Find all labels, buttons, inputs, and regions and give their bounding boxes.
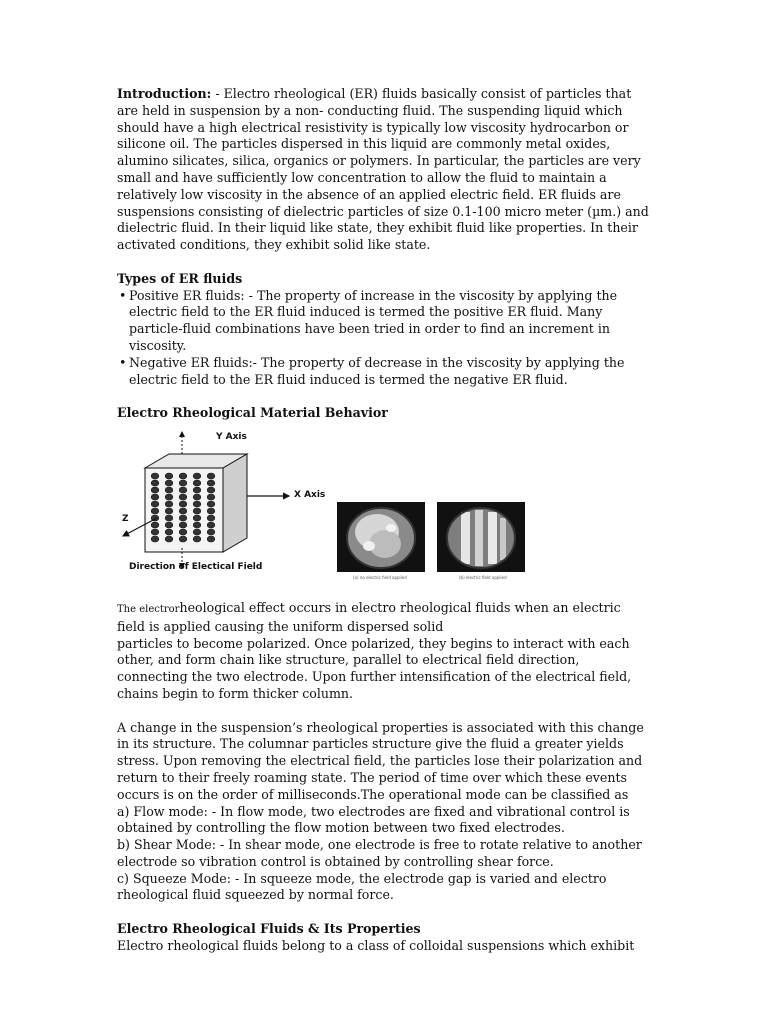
types-heading: Types of ER fluids	[117, 270, 243, 286]
behavior-p1-lead: The electror	[117, 603, 180, 615]
photo-no-field	[337, 502, 425, 572]
z-axis-label: Z	[122, 513, 129, 524]
intro-label: Introduction:	[117, 86, 212, 101]
field-direction-label: Direction of Electical Field	[129, 561, 263, 572]
behavior-heading: Electro Rheological Material Behavior	[117, 405, 388, 421]
behavior-paragraph-1	[117, 600, 652, 636]
caption-field-applied: (b) electric field applied	[459, 574, 507, 580]
properties-paragraph: Electro rheological fluids belong to a class of colloidal suspensions which exhibit	[117, 937, 635, 953]
er-figure	[117, 426, 652, 586]
photo-no-field-image	[337, 502, 425, 572]
bullet-positive-er: • Positive ER fluids: - The property of increase in the viscosity by applying the electric field to the ER fluid induced is termed the positive ER fluid. Many particle-fluid combinations have been tried in order to find an increment in viscosity.	[117, 288, 652, 355]
properties-heading: Electro Rheological Fluids & Its Properties	[117, 921, 421, 937]
intro-text: - Electro rheological (ER) fluids basically consist of particles that are held in suspension by a non- conducting fluid. The suspending liquid which should have a high electrical resistivity is typically low viscosity hydrocarbon or silicone oil. The particles dispersed in this liquid are commonly metal oxides, alumino silicates, silica, organics or polymers. In particular, the particles are very small and have sufficiently low concentration to allow the fluid to maintain a relatively low viscosity in the absence of an applied electric field. ER fluids are suspensions consisting of dielectric particles of size 0.1-100 micro meter (µm.) and dielectric fluid. In their liquid like state, they exhibit fluid like properties. In their activated conditions, they exhibit solid like state.	[117, 86, 649, 253]
bullet-negative-er: • Negative ER fluids:- The property of decrease in the viscosity by applying the electric field to the ER fluid induced is termed the negative ER fluid.	[117, 355, 652, 389]
y-axis-label: Y Axis	[216, 431, 247, 442]
photo-field-applied	[437, 502, 525, 572]
x-axis-label: X Axis	[294, 489, 326, 500]
document-page	[117, 86, 652, 955]
caption-no-field: (a) no electric field applied	[353, 574, 407, 580]
mode-flow: a) Flow mode: - In flow mode, two electrodes are fixed and vibrational control is obtained by controlling the flow motion between two fixed electrodes.	[117, 803, 630, 836]
photo-field-applied-image	[437, 502, 525, 572]
behavior-p1-rest: heological effect occurs in electro rheological fluids when an electric field is applied causing the uniform dispersed solid	[117, 599, 621, 634]
intro-paragraph	[117, 86, 652, 254]
er-cube-diagram	[117, 430, 332, 580]
mode-shear: b) Shear Mode: - In shear mode, one electrode is free to rotate relative to another electrode so vibration control is obtained by controlling shear force.	[117, 837, 642, 869]
behavior-paragraph-1-cont: particles to become polarized. Once polarized, they begins to interact with each other, and form chain like structure, parallel to electrical field direction, connecting the two electrode. Upon further intensification of the electrical field, chains begin to form thicker column.	[117, 635, 632, 701]
behavior-paragraph-2: A change in the suspension’s rheological properties is associated with this change in its structure. The columnar particles structure give the fluid a greater yields stress. Upon removing the electrical field, the particles lose their polarization and return to their freely roaming state. The period of time over which these events occurs is on the order of milliseconds.The operational mode can be classified as	[117, 719, 644, 802]
mode-squeeze: c) Squeeze Mode: - In squeeze mode, the electrode gap is varied and electro rheological fluid squeezed by normal force.	[117, 870, 607, 903]
cube-side	[223, 454, 247, 552]
